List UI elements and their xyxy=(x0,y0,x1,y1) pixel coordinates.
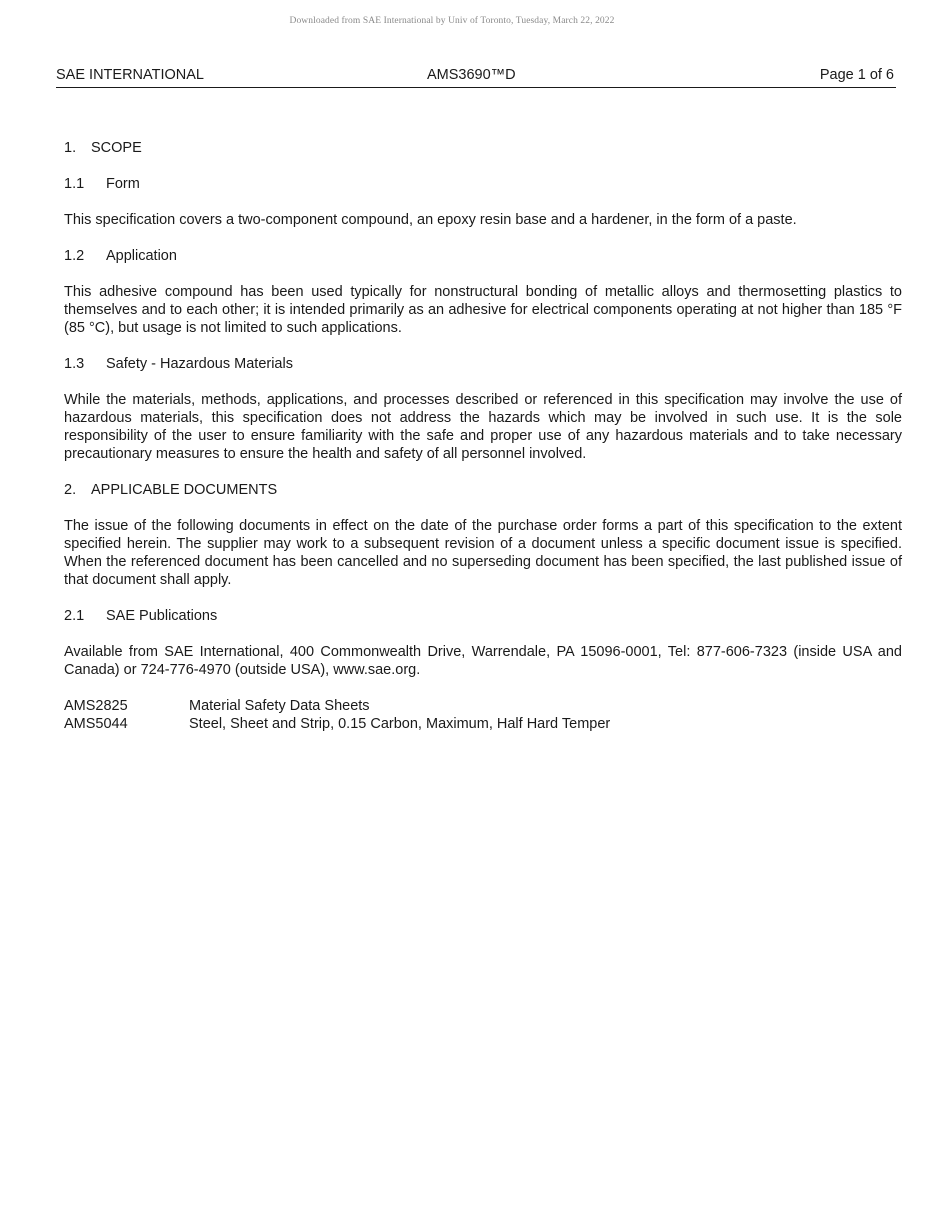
list-item xyxy=(64,715,902,733)
section-title: SCOPE xyxy=(91,140,142,156)
section-number: 1.1 xyxy=(64,176,85,192)
section-2-heading xyxy=(64,481,902,499)
list-item xyxy=(64,697,902,715)
section-1-1-text: This specification covers a two-component compound, an epoxy resin base and a hardener, in the form of a paste. xyxy=(64,212,797,228)
section-number: 1.3 xyxy=(64,356,85,372)
section-title: Safety - Hazardous Materials xyxy=(106,356,293,372)
header-page-number: Page 1 of 6 xyxy=(819,67,894,83)
document-title: Steel, Sheet and Strip, 0.15 Carbon, Maximum, Half Hard Temper xyxy=(189,716,611,732)
document-body xyxy=(64,139,902,733)
referenced-documents-list xyxy=(64,697,902,733)
section-number: 1.2 xyxy=(64,248,85,264)
section-1-3-text: While the materials, methods, applications, and processes described or referenced in this specification may involve the use of hazardous materials, this specification does not address the hazards which may be involved in such use. It is the sole responsibility of the user to ensure familiarity with the safe and proper use of any hazardous materials and to take necessary precautionary measures to ensure the health and safety of all personnel involved. xyxy=(64,392,902,462)
section-1-2-heading xyxy=(64,247,902,265)
section-2-1-heading xyxy=(64,607,902,625)
document-code: AMS2825 xyxy=(64,698,128,714)
document-title: Material Safety Data Sheets xyxy=(189,698,370,714)
section-1-1-heading xyxy=(64,175,902,193)
page-header xyxy=(56,67,896,88)
section-title: SAE Publications xyxy=(106,608,218,624)
section-1-2-text: This adhesive compound has been used typically for nonstructural bonding of metallic alloys and thermosetting plastics to themselves and to each other; it is intended primarily as an adhesive for electrical components operating at not higher than 185 °F (85 °C), but usage is not limited to such applications. xyxy=(64,284,902,336)
section-2-1-text: Available from SAE International, 400 Commonwealth Drive, Warrendale, PA 15096-0001, Tel: 877-606-7323 (inside USA and Canada) or 724-776-4970 (outside USA), www.sae.org. xyxy=(64,644,902,678)
section-1-heading xyxy=(64,139,902,157)
header-organization: SAE INTERNATIONAL xyxy=(56,67,204,83)
section-number: 1. xyxy=(64,140,77,156)
download-watermark: Downloaded from SAE International by Univ of Toronto, Tuesday, March 22, 2022 xyxy=(289,16,615,26)
section-title: APPLICABLE DOCUMENTS xyxy=(91,482,278,498)
section-number: 2.1 xyxy=(64,608,85,624)
section-number: 2. xyxy=(64,482,77,498)
section-2-text: The issue of the following documents in effect on the date of the purchase order forms a part of this specification to the extent specified herein. The supplier may work to a subsequent revision of a document unless a specific document issue is specified. When the referenced document has been cancelled and no superseding document has been specified, the last published issue of that document shall apply. xyxy=(64,518,902,588)
section-title: Form xyxy=(106,176,140,192)
section-title: Application xyxy=(106,248,177,264)
document-code: AMS5044 xyxy=(64,716,128,732)
header-doc-number: AMS3690™D xyxy=(427,67,516,83)
section-1-3-heading xyxy=(64,355,902,373)
